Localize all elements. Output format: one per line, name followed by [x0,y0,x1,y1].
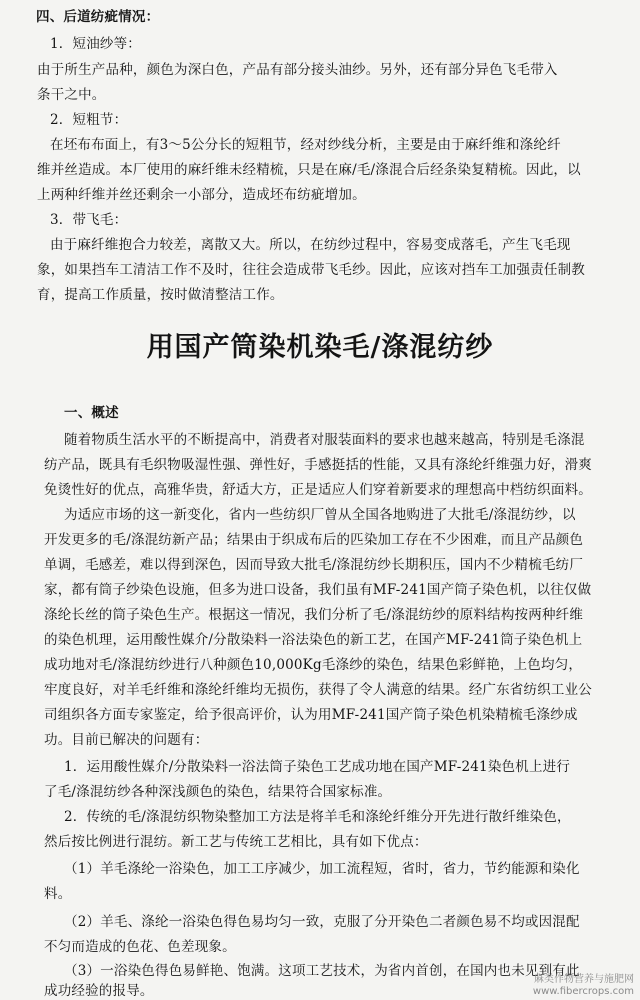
paragraph-line: 开发更多的毛/涤混纺新产品；结果由于织成布后的匹染加工存在不少困难，而且产品颜色 [44,532,584,548]
paragraph-line: 由于麻纤维抱合力较差，离散又大。所以，在纺纱过程中，容易变成落毛，产生飞毛现 [50,237,571,253]
paragraph-line: 纺产品，既具有毛织物吸湿性强、弹性好，手感挺括的性能，又具有涤纶纤维强力好，滑爽 [44,457,592,473]
paragraph-line: 功。目前已解决的问题有： [44,732,209,748]
paragraph-line: 牢度良好，对羊毛纤维和涤纶纤维均无损伤，获得了令人满意的结果。经广东省纺织工业公 [44,682,592,698]
paragraph-line: 单调，毛感差，难以得到深色，因而导致大批毛/涤混纺纱长期积压，国内不少精梳毛纺厂 [44,557,584,573]
item-title: 2．短粗节： [50,112,128,128]
paragraph-line: （3）一浴染色得色易鲜艳、饱满。这项工艺技术，为省内首创，在国内也未见到有此 [64,963,580,979]
paragraph-line: 不匀而造成的色花、色差现象。 [44,939,236,955]
paragraph-line: 象，如果挡车工清洁工作不及时，往往会造成带飞毛纱。因此，应该对挡车工加强责任制教 [37,262,585,278]
paragraph-line: 司组织各方面专家鉴定，给予很高评价，认为用MF-241国产筒子染色机染精梳毛涤纱成 [44,707,578,723]
paragraph-line: 成功经验的报导。 [44,983,154,999]
paragraph-line: 了毛/涤混纺纱各种深浅颜色的染色，结果符合国家标准。 [44,784,392,800]
paragraph-line: 随着物质生活水平的不断提高中，消费者对服装面料的要求也越来越高，特别是毛涤混 [64,432,585,448]
paragraph-line: 家，都有筒子纱染色设施，但多为进口设备，我们虽有MF-241国产筒子染色机，以往仅做 [44,582,592,598]
paragraph-line: （1）羊毛涤纶一浴染色，加工工序减少，加工流程短，省时，省力，节约能源和染化 [64,861,580,877]
paragraph-line: 维并丝造成。本厂使用的麻纤维未经精梳，只是在麻/毛/涤混合后经条染复精梳。因此，以 [37,162,581,178]
watermark-url: www.fibercrops.com [532,986,634,997]
paragraph-line: 免烫性好的优点，高雅华贵，舒适大方，正是适应人们穿着新要求的理想高中档纺织面料。 [44,482,592,498]
paragraph-line: 的染色机理，运用酸性媒介/分散染料一浴法染色的新工艺，在国产MF-241筒子染色机上 [44,632,583,648]
paragraph-line: 条干之中。 [37,87,106,103]
paragraph-line: 上两种纤维并丝还剩余一小部分，造成坯布纺疵增加。 [37,187,366,203]
paragraph-line: 成功地对毛/涤混纺纱进行八种颜色10,000Kg毛涤纱的染色，结果色彩鲜艳，上色均匀， [44,657,583,673]
paragraph-line: 2．传统的毛/涤混纺织物染整加工方法是将羊毛和涤纶纤维分开先进行散纤维染色， [64,809,571,825]
item-title: 3．带飞毛： [50,212,128,228]
paragraph-line: 由于所生产品种，颜色为深白色，产品有部分接头油纱。另外，还有部分异色飞毛带入 [37,62,558,78]
item-title: 1．短油纱等： [50,36,141,52]
section-heading: 四、后道纺疵情况： [36,9,160,25]
paragraph-line: 料。 [44,886,72,902]
paragraph-line: 涤纶长丝的筒子染色生产。根据这一情况，我们分析了毛/涤混纺纱的原料结构按两种纤维 [44,607,584,623]
watermark-title: 麻类作物营养与施肥网 [534,974,634,985]
paragraph-line: 1．运用酸性媒介/分散染料一浴法筒子染色工艺成功地在国产MF-241染色机上进行 [64,759,571,775]
paragraph-line: 育，提高工作质量，按时做清整洁工作。 [37,287,284,303]
article-title: 用国产筒染机染毛/涤混纺纱 [146,332,494,363]
paragraph-line: 然后按比例进行混纺。新工艺与传统工艺相比，具有如下优点： [44,834,428,850]
section-heading: 一、概述 [64,405,119,421]
paragraph-line: 在坯布布面上，有3～5公分长的短粗节，经对纱线分析，主要是由于麻纤维和涤纶纤 [50,137,561,153]
site-watermark [533,974,634,998]
paragraph-line: （2）羊毛、涤纶一浴染色得色易均匀一致，克服了分开染色二者颜色易不均或因混配 [64,914,580,930]
paragraph-line: 为适应市场的这一新变化，省内一些纺织厂曾从全国各地购进了大批毛/涤混纺纱，以 [64,507,576,523]
